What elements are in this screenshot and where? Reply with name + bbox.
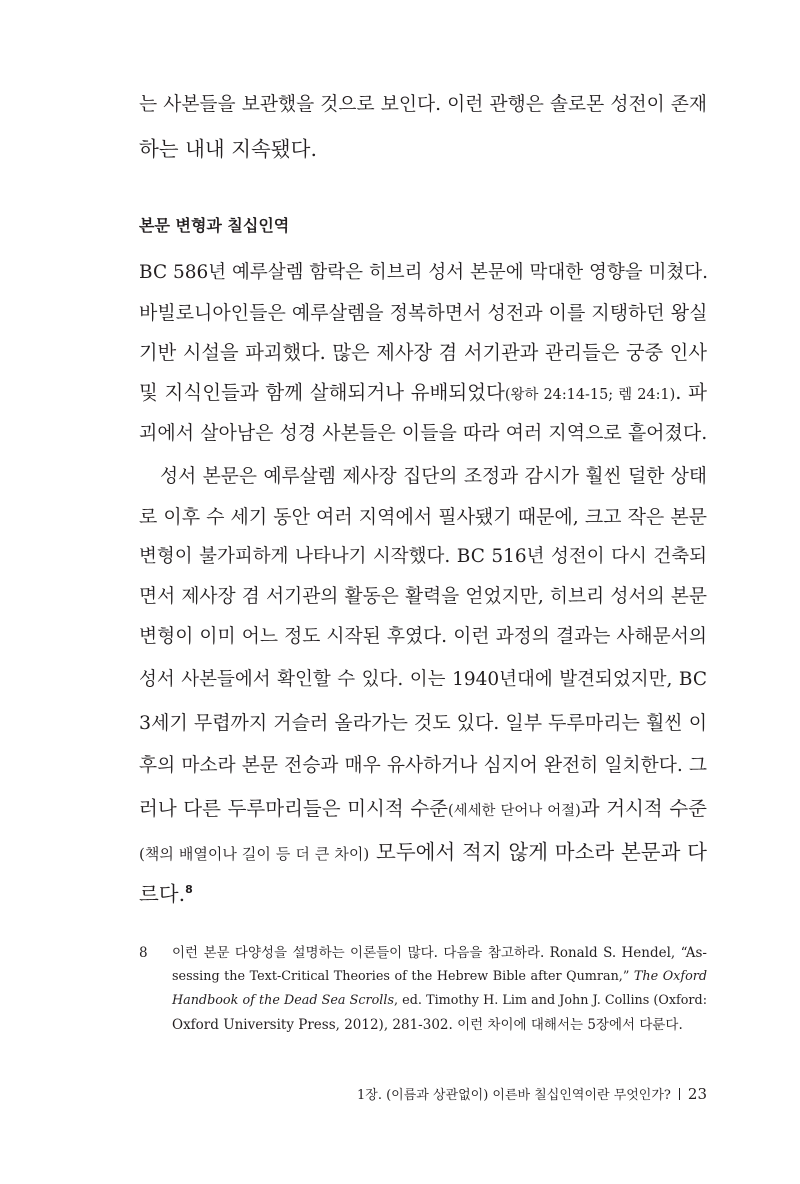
- paragraph-2-line-9-a: 러나 다른 두루마리들은 미시적 수준: [139, 797, 449, 820]
- paragraph-2-line-10-b: 모두에서 적지 않게 마소라 본문과 다: [369, 840, 707, 864]
- footer-separator: [679, 1088, 680, 1100]
- paragraph-2-line-6: 성서 사본들에서 확인할 수 있다. 이는 1940년대에 발견되었지만, BC: [139, 669, 707, 690]
- footnote-number: 8: [139, 945, 148, 961]
- paragraph-1-line-4: [139, 379, 707, 409]
- footnote-book-title-end: Handbook of the Dead Sea Scrolls: [172, 993, 394, 1008]
- paragraph-2-line-3: 변형이 불가피하게 나타나기 시작했다. BC 516년 성전이 다시 건축되: [139, 546, 707, 567]
- footnote-line-3-tail: , ed. Timothy H. Lim and John J. Collins (Oxford:: [394, 993, 707, 1008]
- scripture-reference: (왕하 24:14-15; 렘 24:1): [504, 387, 676, 403]
- paragraph-2-line-4: 면서 제사장 겸 서기관의 활동은 활력을 얻었지만, 히브리 성서의 본문: [139, 586, 707, 607]
- paragraph-1-line-3: 기반 시설을 파괴했다. 많은 제사장 겸 서기관과 관리들은 궁중 인사: [139, 341, 707, 364]
- paragraph-1-line-5: 괴에서 살아남은 성경 사본들은 이들을 따라 여러 지역으로 흩어졌다.: [139, 422, 708, 444]
- footnote-line-3: [172, 991, 707, 1011]
- paragraph-2-line-8: 후의 마소라 본문 전승과 매우 유사하거나 심지어 완전히 일치한다. 그: [139, 755, 707, 776]
- footnote-line-4: Oxford University Press, 2012), 281-302. 이런 차이에 대해서는 5장에서 다룬다.: [172, 1017, 683, 1033]
- page-number: 23: [687, 1085, 707, 1103]
- footnote-reference[interactable]: 8: [185, 883, 193, 896]
- gloss-macro: (책의 배열이나 길이 등 더 큰 차이): [139, 845, 370, 863]
- paragraph-2-line-5: 변형이 이미 어느 정도 시작된 후였다. 이런 과정의 결과는 사해문서의: [139, 626, 707, 647]
- intro-line-2: 하는 내내 지속됐다.: [139, 137, 317, 161]
- footnote-book-title-start: The Oxford: [633, 969, 707, 984]
- paragraph-2-line-9: [139, 795, 707, 825]
- paragraph-2-line-10: [139, 838, 707, 868]
- page-footer: [357, 1085, 707, 1105]
- paragraph-1-line-4-tail: . 파: [675, 381, 707, 404]
- paragraph-1-line-4-text: 및 지식인들과 함께 살해되거나 유배되었다: [139, 381, 505, 404]
- paragraph-1-line-2: 바빌로니아인들은 예루살렘을 정복하면서 성전과 이를 지탱하던 왕실: [139, 302, 708, 324]
- paragraph-1-line-1: BC 586년 예루살렘 함락은 히브리 성서 본문에 막대한 영향을 미쳤다.: [139, 262, 708, 283]
- footnote-line-2: [172, 967, 707, 987]
- paragraph-2-line-11-text: 르다.: [139, 882, 186, 906]
- section-heading: 본문 변형과 칠십인역: [139, 216, 290, 235]
- gloss-micro: (세세한 단어나 어절): [448, 803, 581, 819]
- footnote-line-1: 이런 본문 다양성을 설명하는 이론들이 많다. 다음을 참고하라. Ronald S. Hendel, “As-: [172, 945, 707, 961]
- paragraph-2-line-11: [139, 880, 707, 908]
- running-head: 1장. (이름과 상관없이) 이른바 칠십인역이란 무엇인가?: [357, 1088, 671, 1103]
- paragraph-2-line-2: 로 이후 수 세기 동안 여러 지역에서 필사됐기 때문에, 크고 작은 본문: [139, 506, 708, 528]
- paragraph-2-line-7: 3세기 무렵까지 거슬러 올라가는 것도 있다. 일부 두루마리는 훨씬 이: [139, 712, 708, 734]
- paragraph-2-line-1: 성서 본문은 예루살렘 제사장 집단의 조정과 감시가 훨씬 덜한 상태: [160, 466, 707, 487]
- paragraph-2-line-9-b: 과 거시적 수준: [580, 797, 708, 820]
- intro-line-1: 는 사본들을 보관했을 것으로 보인다. 이런 관행은 솔로몬 성전이 존재: [139, 94, 707, 115]
- footnote-line-2-text: sessing the Text-Critical Theories of the Hebrew Bible after Qumran,”: [172, 969, 634, 984]
